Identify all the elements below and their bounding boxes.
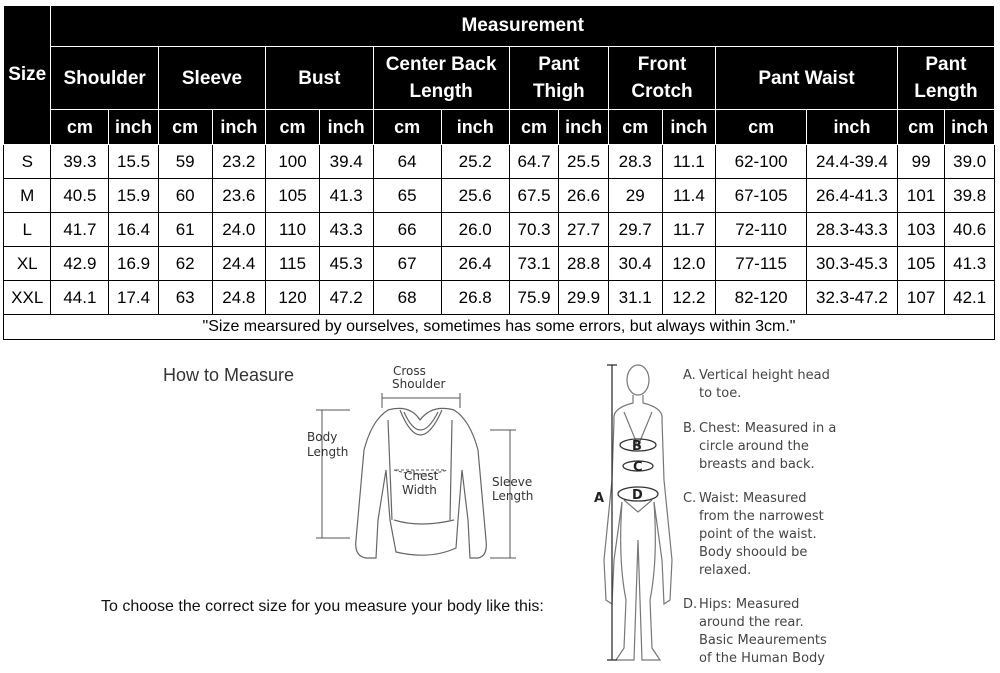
table-cell: 25.6 (441, 179, 509, 213)
note-letter: D. (683, 597, 698, 612)
unit-header-inch: inch (212, 110, 266, 145)
table-cell: 120 (266, 281, 320, 315)
how-to-measure-title: How to Measure (163, 365, 295, 385)
note-letter: B. (683, 421, 697, 436)
table-cell: 15.5 (109, 145, 159, 179)
body-letter-b: B (632, 439, 642, 454)
size-note: "Size mearsured by ourselves, sometimes has some errors, but always within 3cm." (4, 315, 995, 340)
note-line: circle around the (699, 439, 809, 454)
table-cell: 41.3 (945, 247, 995, 281)
table-cell: 64.7 (509, 145, 559, 179)
unit-header-cm: cm (716, 110, 807, 145)
unit-header-inch: inch (559, 110, 609, 145)
column-header-shoulder: Shoulder (51, 47, 158, 110)
table-cell: 41.7 (51, 213, 109, 247)
column-header-bust: Bust (266, 47, 373, 110)
sleeve-length-label-1: Sleeve (492, 475, 533, 489)
table-cell: 11.4 (662, 179, 716, 213)
cross-shoulder-label-2: Shoulder (392, 377, 446, 391)
unit-header-cm: cm (158, 110, 212, 145)
table-cell: 26.0 (441, 213, 509, 247)
table-cell: 39.8 (945, 179, 995, 213)
table-cell: 107 (897, 281, 944, 315)
size-cell: L (4, 213, 51, 247)
table-cell: 31.1 (608, 281, 662, 315)
table-cell: 28.3-43.3 (807, 213, 898, 247)
note-letter: C. (683, 491, 697, 506)
table-cell: 24.4-39.4 (807, 145, 898, 179)
table-cell: 63 (158, 281, 212, 315)
table-cell: 64 (373, 145, 441, 179)
table-cell: 103 (897, 213, 944, 247)
table-cell: 67 (373, 247, 441, 281)
measurement-header: Measurement (51, 6, 995, 47)
column-header-sleeve: Sleeve (158, 47, 265, 110)
unit-header-cm: cm (897, 110, 944, 145)
unit-header-cm: cm (608, 110, 662, 145)
table-cell: 26.4 (441, 247, 509, 281)
table-cell: 29 (608, 179, 662, 213)
table-cell: 26.6 (559, 179, 609, 213)
table-cell: 60 (158, 179, 212, 213)
body-letter-d: D (632, 488, 643, 503)
table-cell: 30.3-45.3 (807, 247, 898, 281)
table-cell: 26.8 (441, 281, 509, 315)
unit-header-cm: cm (373, 110, 441, 145)
table-cell: 47.2 (319, 281, 373, 315)
note-line: breasts and back. (699, 457, 815, 472)
table-cell: 39.3 (51, 145, 109, 179)
body-length-label-1: Body (307, 430, 338, 444)
column-header-front-crotch: Front Crotch (608, 47, 715, 110)
chest-width-label-1: Chest (404, 469, 439, 483)
table-cell: 40.5 (51, 179, 109, 213)
column-header-pant-waist: Pant Waist (716, 47, 898, 110)
table-cell: 25.5 (559, 145, 609, 179)
table-cell: 110 (266, 213, 320, 247)
table-cell: 26.4-41.3 (807, 179, 898, 213)
table-cell: 24.8 (212, 281, 266, 315)
table-cell: 42.1 (945, 281, 995, 315)
table-cell: 72-110 (716, 213, 807, 247)
note-line: from the narrowest (699, 509, 824, 524)
table-cell: 61 (158, 213, 212, 247)
table-cell: 43.3 (319, 213, 373, 247)
cross-shoulder-label-1: Cross (393, 364, 426, 378)
size-cell: S (4, 145, 51, 179)
table-cell: 24.4 (212, 247, 266, 281)
size-cell: M (4, 179, 51, 213)
table-cell: 23.2 (212, 145, 266, 179)
table-cell: 16.9 (109, 247, 159, 281)
table-cell: 44.1 (51, 281, 109, 315)
note-line: to toe. (699, 386, 742, 401)
unit-header-cm: cm (266, 110, 320, 145)
note-line: Hips: Measured (699, 597, 800, 612)
body-length-label-2: Length (307, 445, 349, 459)
table-cell: 82-120 (716, 281, 807, 315)
note-letter: A. (683, 368, 696, 383)
table-cell: 75.9 (509, 281, 559, 315)
table-cell: 24.0 (212, 213, 266, 247)
table-cell: 23.6 (212, 179, 266, 213)
unit-header-inch: inch (319, 110, 373, 145)
table-cell: 42.9 (51, 247, 109, 281)
note-line: Basic Meaurements (699, 633, 827, 648)
table-cell: 77-115 (716, 247, 807, 281)
table-cell: 12.2 (662, 281, 716, 315)
table-cell: 67.5 (509, 179, 559, 213)
note-line: of the Human Body (699, 651, 825, 666)
column-header-pant-length: Pant Length (897, 47, 994, 110)
unit-header-inch: inch (109, 110, 159, 145)
size-cell: XXL (4, 281, 51, 315)
table-cell: 27.7 (559, 213, 609, 247)
unit-header-inch: inch (441, 110, 509, 145)
unit-header-inch: inch (662, 110, 716, 145)
table-cell: 62-100 (716, 145, 807, 179)
table-cell: 66 (373, 213, 441, 247)
table-cell: 39.4 (319, 145, 373, 179)
table-cell: 32.3-47.2 (807, 281, 898, 315)
table-cell: 39.0 (945, 145, 995, 179)
note-line: Chest: Measured in a (699, 421, 837, 436)
table-cell: 105 (897, 247, 944, 281)
table-cell: 101 (897, 179, 944, 213)
body-letter-a: A (594, 491, 605, 506)
table-cell: 62 (158, 247, 212, 281)
table-cell: 28.3 (608, 145, 662, 179)
table-cell: 59 (158, 145, 212, 179)
unit-header-cm: cm (51, 110, 109, 145)
table-cell: 70.3 (509, 213, 559, 247)
note-line: relaxed. (699, 563, 752, 578)
chest-width-label-2: Width (402, 483, 437, 497)
sleeve-length-label-2: Length (492, 489, 534, 503)
table-cell: 11.1 (662, 145, 716, 179)
table-cell: 11.7 (662, 213, 716, 247)
table-cell: 25.2 (441, 145, 509, 179)
table-cell: 40.6 (945, 213, 995, 247)
table-cell: 41.3 (319, 179, 373, 213)
note-line: Vertical height head (699, 368, 830, 383)
note-line: Waist: Measured (699, 491, 807, 506)
table-cell: 17.4 (109, 281, 159, 315)
column-header-pant-thigh: Pant Thigh (509, 47, 608, 110)
table-cell: 16.4 (109, 213, 159, 247)
table-cell: 67-105 (716, 179, 807, 213)
note-line: point of the waist. (699, 527, 817, 542)
table-cell: 65 (373, 179, 441, 213)
column-header-center-back-length: Center Back Length (373, 47, 509, 110)
size-cell: XL (4, 247, 51, 281)
table-cell: 68 (373, 281, 441, 315)
table-cell: 29.7 (608, 213, 662, 247)
unit-header-inch: inch (807, 110, 898, 145)
table-cell: 29.9 (559, 281, 609, 315)
unit-header-inch: inch (945, 110, 995, 145)
choose-size-instruction: To choose the correct size for you measure your body like this: (101, 598, 544, 615)
table-cell: 105 (266, 179, 320, 213)
table-cell: 15.9 (109, 179, 159, 213)
table-cell: 45.3 (319, 247, 373, 281)
table-cell: 30.4 (608, 247, 662, 281)
table-cell: 115 (266, 247, 320, 281)
table-cell: 73.1 (509, 247, 559, 281)
table-cell: 12.0 (662, 247, 716, 281)
note-line: Body shoould be (699, 545, 808, 560)
table-cell: 28.8 (559, 247, 609, 281)
table-cell: 100 (266, 145, 320, 179)
size-header: Size (4, 6, 51, 145)
note-line: around the rear. (699, 615, 804, 630)
body-letter-c: C (633, 460, 643, 475)
table-cell: 99 (897, 145, 944, 179)
body-figure (604, 365, 672, 660)
unit-header-cm: cm (509, 110, 559, 145)
